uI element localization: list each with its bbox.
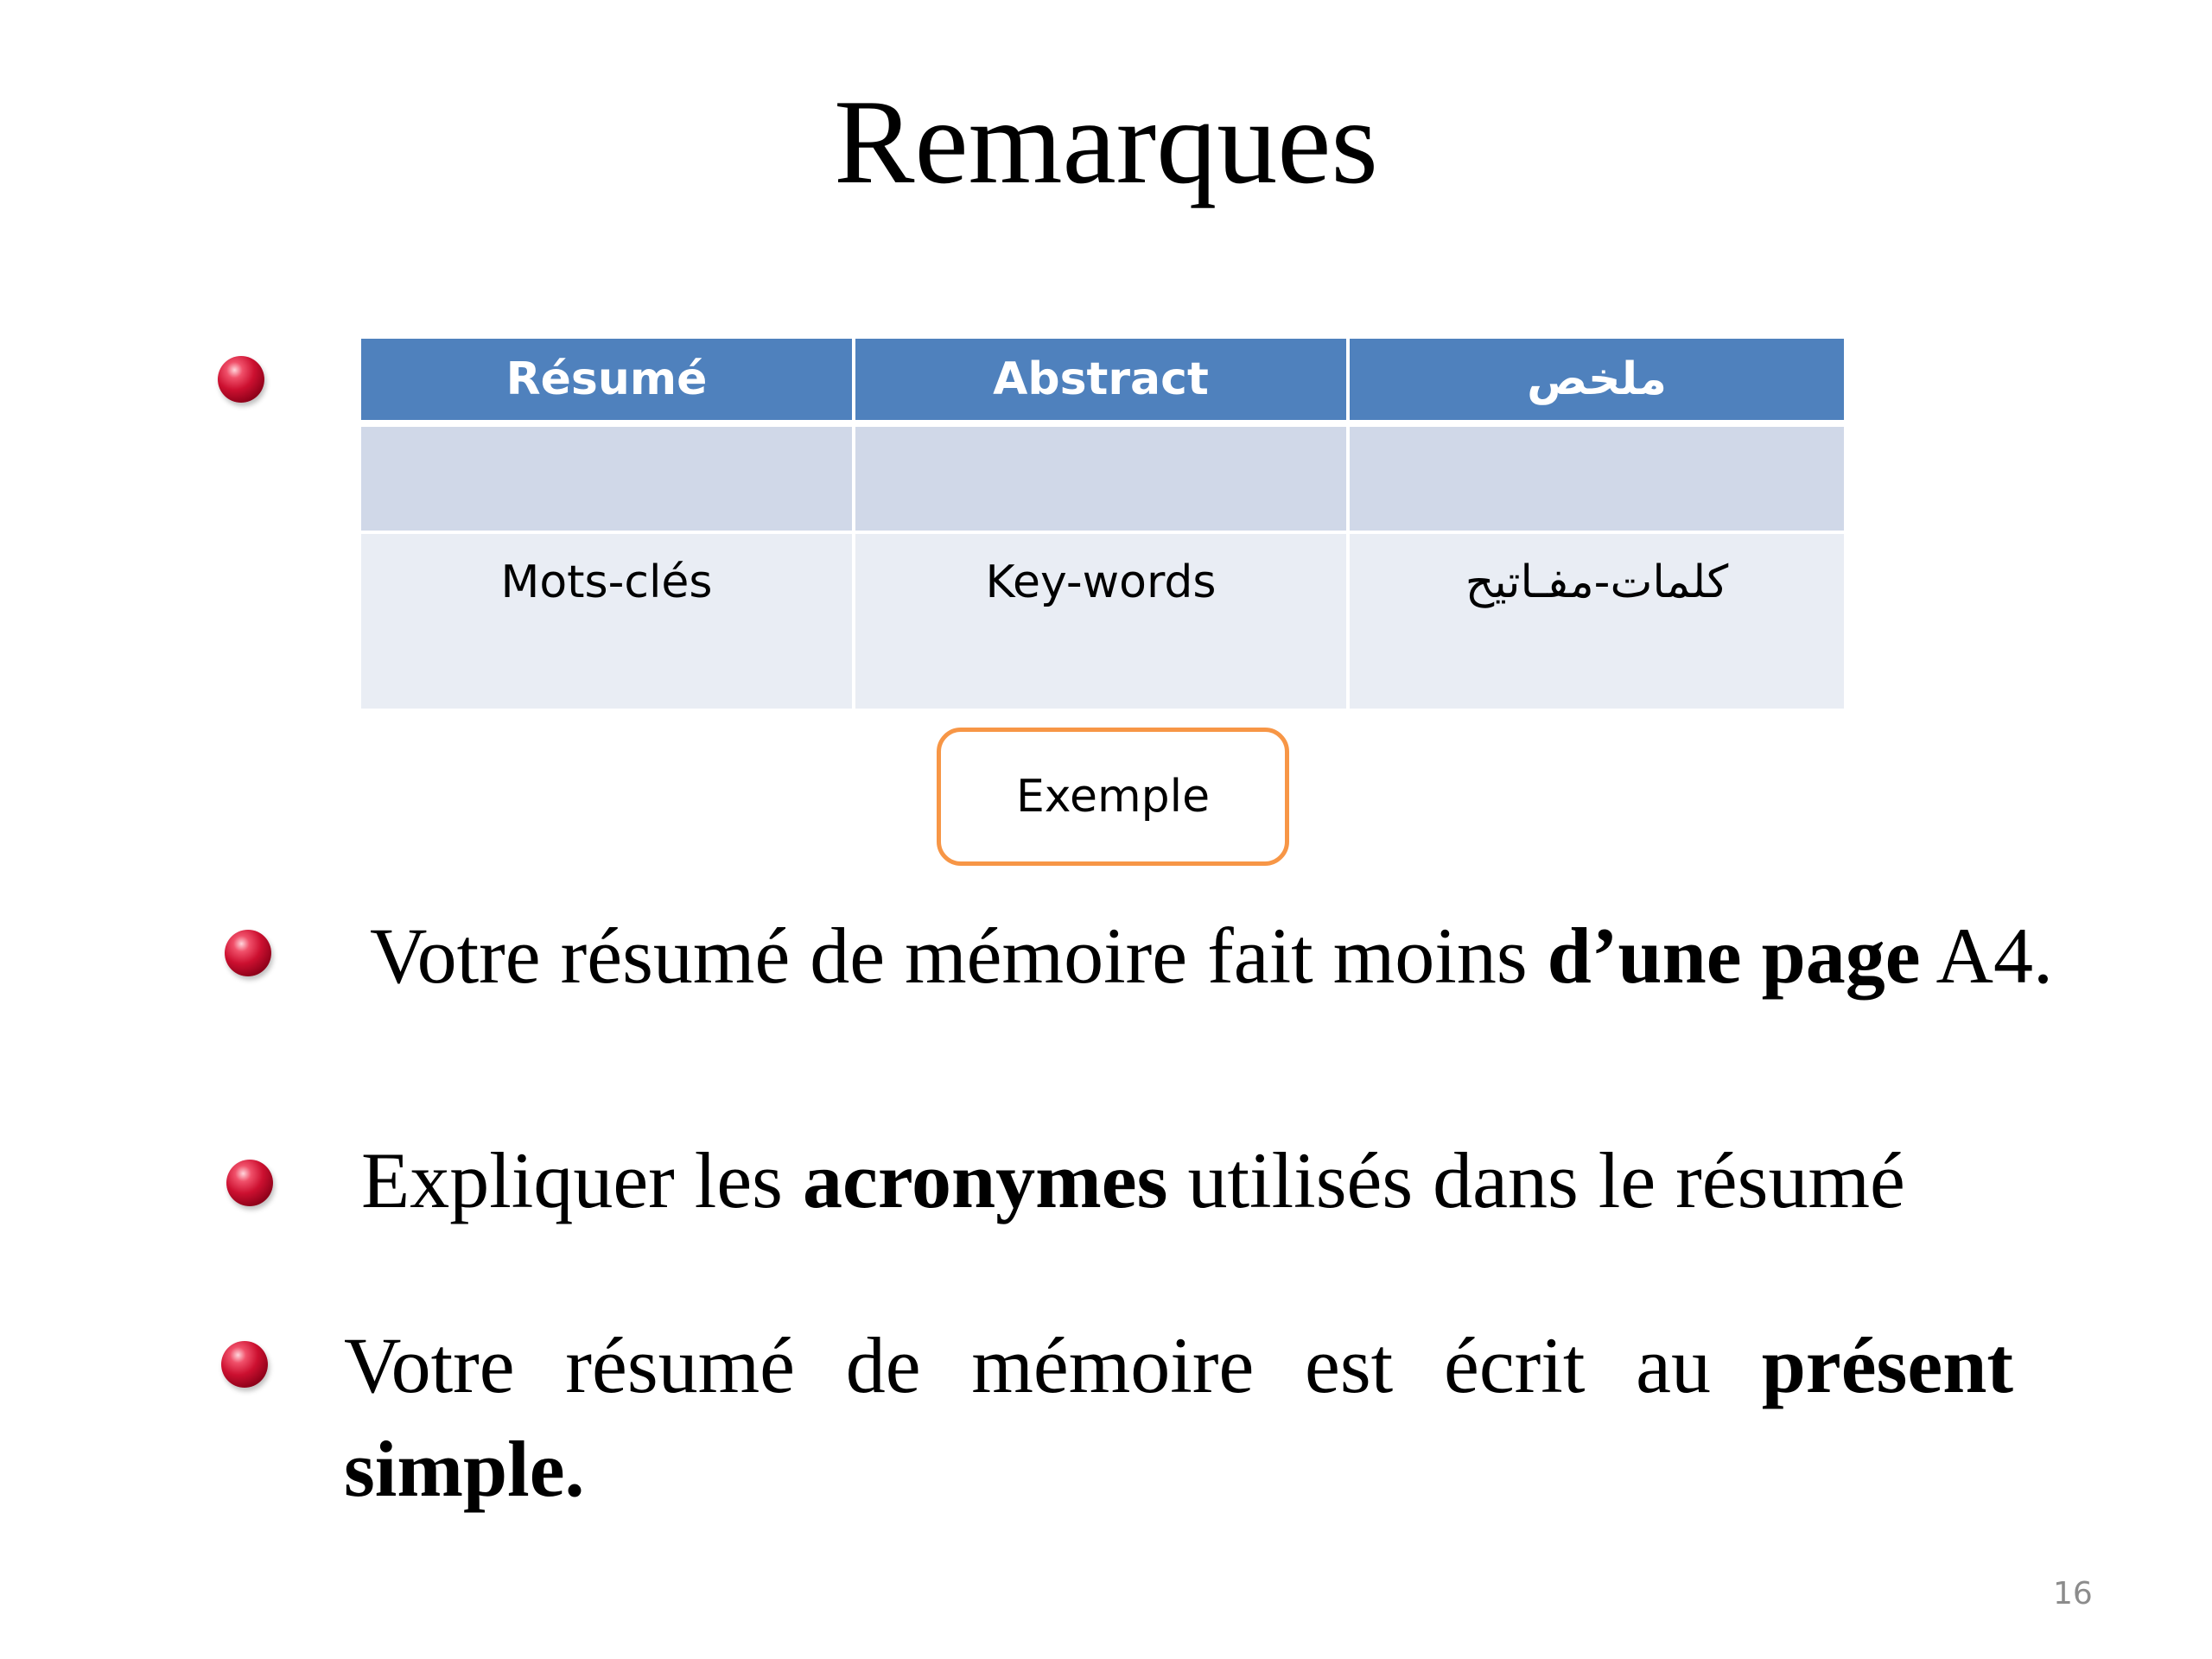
text-bold: présent simple. [344, 1321, 2013, 1513]
text: Expliquer les [361, 1136, 803, 1224]
header-abstract: Abstract [855, 339, 1350, 427]
text-bold: acronymes [803, 1136, 1168, 1224]
table-cell [1350, 427, 1844, 534]
cell-arabic-keywords: كلمات-مفـاتيح [1350, 534, 1844, 709]
bullet-text-page-length [370, 904, 2081, 1007]
abstract-table [361, 339, 1844, 709]
red-sphere-bullet-icon [226, 1160, 273, 1206]
text: utilisés dans le résumé [1167, 1136, 1905, 1224]
text-bold: d’une page [1547, 912, 1921, 1000]
header-resume: Résumé [361, 339, 855, 427]
cell-key-words: Key-words [855, 534, 1350, 709]
red-sphere-bullet-icon [218, 356, 264, 403]
page-number: 16 [2053, 1576, 2093, 1611]
text: Votre résumé de mémoire fait moins [370, 912, 1548, 1000]
red-sphere-bullet-icon [221, 1341, 268, 1388]
slide-title: Remarques [834, 75, 1378, 209]
text: Votre résumé de mémoire est écrit au [344, 1321, 1762, 1409]
header-arabic: ملخص [1350, 339, 1844, 427]
table-cell [361, 427, 855, 534]
bullet-text-tense [344, 1313, 2013, 1521]
table-row-keywords [361, 534, 1844, 709]
table-row-empty [361, 427, 1844, 534]
table-cell [855, 427, 1350, 534]
table-header-row [361, 339, 1844, 427]
cell-mots-cles: Mots-clés [361, 534, 855, 709]
text: A4. [1920, 912, 2053, 1000]
example-button[interactable]: Exemple [937, 728, 1289, 866]
bullet-text-acronyms [361, 1128, 2124, 1232]
red-sphere-bullet-icon [225, 930, 271, 976]
